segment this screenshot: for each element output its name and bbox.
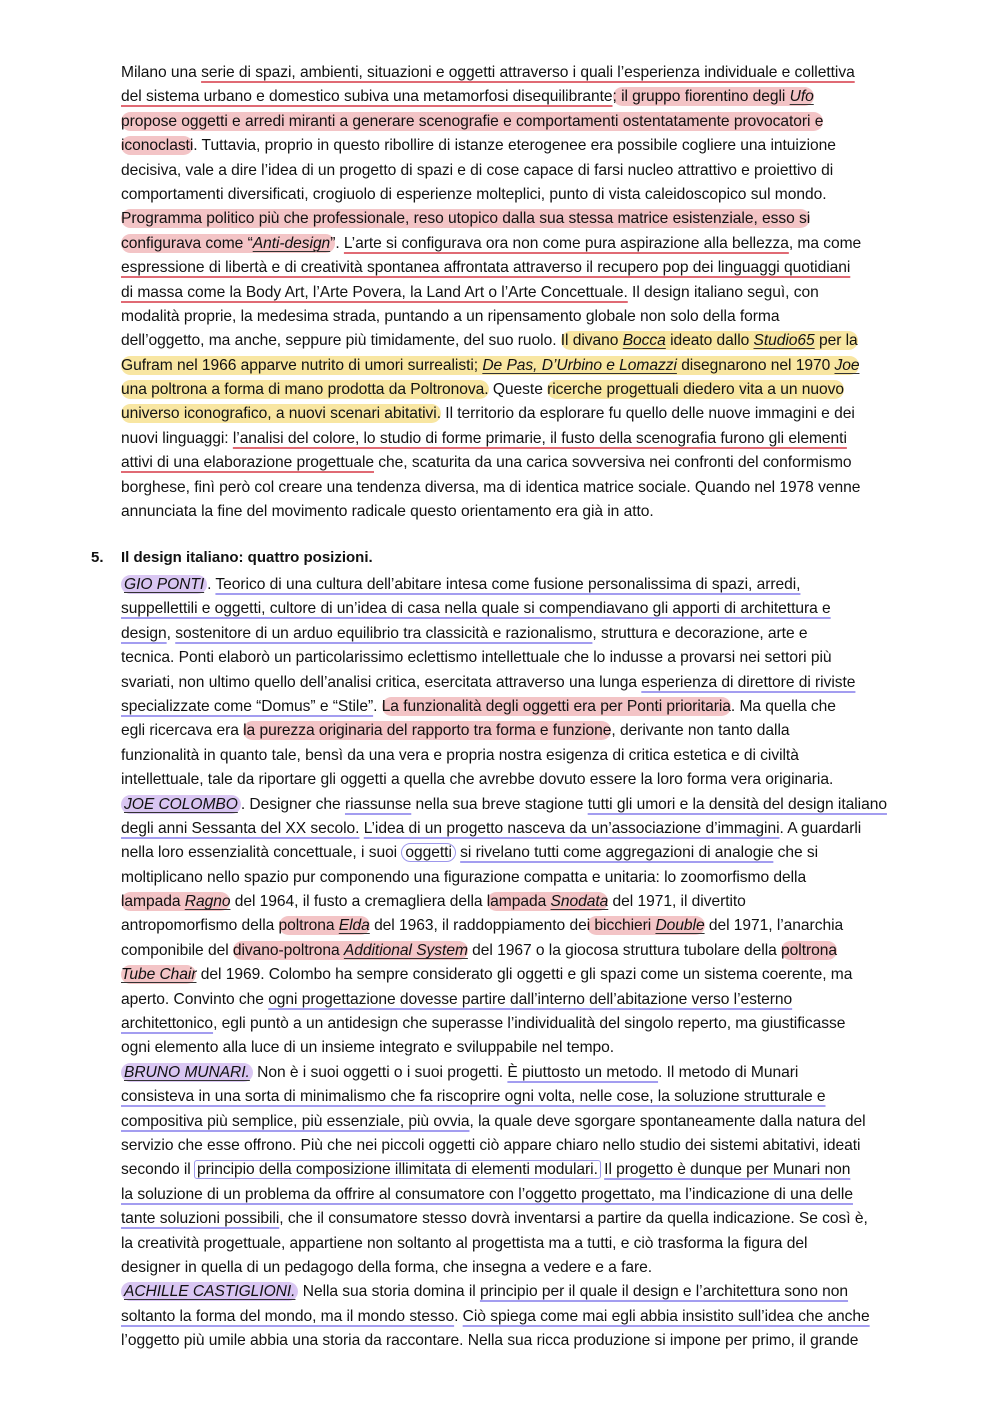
intro-paragraph — [121, 61, 936, 524]
underlined-text: L’idea di un progetto nasceva da un’associazione d’immagini — [363, 819, 780, 837]
text-line: designer in quella di un pedagogo della forma, che insegna a vedere e a fare. — [121, 1258, 653, 1276]
highlighted-text: i bicchieri Double — [586, 917, 705, 935]
underlined-text: degli anni Sessanta del XX secolo. — [121, 819, 360, 837]
text-line: svariati, non ultimo quello dell’analisi critica, esercitata attraverso una lunga esperienza di direttore di riviste — [121, 673, 856, 691]
underlined-text: esperienza di direttore di riviste — [641, 673, 856, 691]
text-line: soltanto la forma del mondo, ma il mondo stesso. Ciò spiega come mai egli abbia insistito sull’idea che anche — [121, 1307, 870, 1325]
text-line: tante soluzioni possibili, che il consumatore stesso dovrà inventarsi a partire da quella indicazione. Se così è, — [121, 1210, 868, 1228]
text-line: nella loro essenzialità concettuale, i suoi oggetti si rivelano tutti come aggregazioni di analogie che si — [121, 844, 819, 862]
text-line: moltiplicano nello spazio pur componendo una figurazione compatta e unitaria: lo zoomorfismo della — [121, 868, 807, 886]
emphasized-term: Ufo — [789, 88, 814, 106]
text-line: decisiva, vale a dire l’idea di un progetto di spazi e di cose capace di farsi nucleo attrattivo e proiettivo di — [121, 161, 834, 179]
underlined-text: architettonico — [121, 1015, 214, 1033]
highlighted-text: universo iconografico, a nuovi scenari abitativi. — [121, 405, 441, 423]
emphasized-term: Elda — [338, 917, 370, 935]
underlined-text: ogni progettazione dovesse partire dall’interno dell’abitazione verso l’esterno — [268, 990, 793, 1008]
underlined-text: Il progetto è dunque per Munari non — [604, 1161, 851, 1179]
text-line: aperto. Convinto che ogni progettazione dovesse partire dall’interno dell’abitazione verso l’esterno — [121, 990, 793, 1008]
underlined-text: Teorico di una cultura dell’abitare intesa come fusione personalissima di spazi, arredi, — [215, 576, 801, 593]
boxed-text: principio della composizione illimitata di elementi modulari. — [197, 1161, 598, 1179]
text-line: egli ricercava era la purezza originaria del rapporto tra forma e funzione, derivante non tanto dalla — [121, 722, 790, 740]
text-line: antropomorfismo della poltrona Elda del 1963, il raddoppiamento dei bicchieri Double del 1971, l’anarchia — [121, 917, 844, 935]
emphasized-term: Anti-design — [252, 234, 331, 252]
text-line: borghese, finì però col creare una tendenza diversa, ma di identica matrice sociale. Quando nel 1978 venne — [121, 478, 861, 496]
emphasized-term: Snodata — [550, 893, 609, 911]
text-line: compositiva più semplice, più essenziale, più ovvia, la quale deve sgorgare spontaneamente dalla natura del — [121, 1112, 866, 1130]
text-line — [121, 85, 936, 109]
text-line: modalità proprie, la medesima strada, puntando a un ripensamento globale non solo della forma — [121, 307, 780, 325]
text-line — [121, 354, 936, 378]
text-line — [121, 597, 936, 621]
designer-name: GIO PONTI — [121, 575, 207, 594]
underlined-text: design — [121, 624, 167, 642]
text-line: comportamenti diversificati, crogiuolo di esperienze molteplici, punto di vista caleidoscopico sul mondo. — [121, 185, 827, 203]
underlined-text: la soluzione di un problema da offrire al consumatore con l’oggetto progettato, ma l’indicazione di una delle — [121, 1185, 853, 1203]
section-heading — [91, 549, 373, 566]
text-line: annunciata la fine del movimento radicale questo orientamento era già in atto. — [121, 503, 654, 521]
text-line: lampada Ragno del 1964, il fusto a cremagliera della lampada Snodata del 1971, il divertito — [121, 893, 746, 911]
text-line: di massa come la Body Art, l’Arte Povera, la Land Art o l’Arte Concettuale. Il design italiano seguì, con — [121, 283, 819, 301]
section-number: 5. — [91, 549, 104, 566]
section-title: Il design italiano: quattro posizioni. — [121, 549, 373, 566]
underlined-text: Ciò spiega come mai egli abbia insistito sull’idea che anche — [462, 1307, 870, 1325]
highlighted-text: lampada Snodata — [486, 893, 609, 911]
underlined-text: espressione di libertà e di creatività spontanea affrontata attraverso il recupero pop dei linguaggi quotidiani — [121, 259, 851, 277]
underlined-text: del sistema urbano e domestico subiva una metamorfosi disequilibrante — [121, 88, 613, 106]
emphasized-term: Additional System — [343, 941, 468, 959]
highlighted-text: propose oggetti e arredi miranti a generare scenografie e comportamenti ostentatamente provocatori e — [121, 112, 824, 130]
underlined-text: consisteva in una sorta di minimalismo che fa riscoprire ogni volta, nelle cose, la soluzione strutturale e — [121, 1088, 826, 1106]
text-line: ACHILLE CASTIGLIONI. Nella sua storia domina il principio per il quale il design e l’architettura sono non — [121, 1280, 936, 1304]
circled-word: oggetti — [401, 843, 455, 862]
text-line: servizio che esse offrono. Più che nei piccoli oggetti ciò appare chiaro nello studio dei sistemi abitativi, ideati — [121, 1136, 861, 1154]
underlined-text: soltanto la forma del mondo, ma il mondo stesso — [121, 1307, 455, 1325]
emphasized-term: Joe — [834, 356, 860, 374]
text-line — [121, 1085, 936, 1109]
underlined-text: attivi di una elaborazione progettuale — [121, 454, 374, 472]
highlighted-text: configurava come “Anti-design” — [121, 234, 336, 252]
text-line: Milano una serie di spazi, ambienti, situazioni e oggetti attraverso i quali l’esperienza individuale e collettiva — [121, 64, 855, 81]
highlighted-text: Programma politico più che professionale, reso utopico dalla sua stessa matrice esistenziale, esso si — [121, 210, 811, 228]
text-line: ogni elemento alla luce di un insieme integrato e sviluppabile nel tempo. — [121, 1039, 615, 1057]
text-line: degli anni Sessanta del XX secolo. L’idea di un progetto nasceva da un’associazione d’immagini. A guardarli — [121, 819, 862, 837]
underlined-text: tutti gli umori e la densità del design italiano — [587, 795, 887, 813]
text-line: nuovi linguaggi: l’analisi del colore, lo studio di forme primarie, il fusto della scenografia furono gli elementi — [121, 429, 847, 447]
text-line: componibile del divano-poltrona Additional System del 1967 o la giocosa struttura tubolare della poltrona — [121, 941, 837, 959]
highlighted-text: poltrona — [781, 941, 837, 959]
text-line: design, sostenitore di un arduo equilibrio tra classicità e razionalismo, struttura e decorazione, arte e — [121, 624, 808, 642]
designer-name: JOE COLOMBO — [121, 795, 241, 814]
text-line: universo iconografico, a nuovi scenari abitativi. Il territorio da esplorare fu quello delle nuove immagini e dei — [121, 405, 855, 423]
text-line: specializzate come “Domus” e “Stile”. La funzionalità degli oggetti era per Ponti prioritaria. Ma quella che — [121, 697, 836, 715]
highlighted-text: Il divano Bocca ideato dallo Studio65 per la — [560, 332, 858, 350]
text-line: architettonico, egli puntò a un antidesign che superasse l’individualità del singolo reperto, ma giustificasse — [121, 1015, 846, 1033]
underlined-text: di massa come la Body Art, l’Arte Povera, la Land Art o l’Arte Concettuale. — [121, 283, 628, 301]
text-line: GIO PONTI . Teorico di una cultura dell’abitare intesa come fusione personalissima di spazi, arredi, — [121, 573, 936, 597]
text-line — [121, 1183, 936, 1207]
underlined-text: L’arte si configurava ora non come pura aspirazione alla bellezza — [343, 234, 789, 252]
text-line — [121, 207, 936, 231]
highlighted-text: La funzionalità degli oggetti era per Ponti prioritaria — [381, 697, 731, 715]
highlighted-text: poltrona Elda — [278, 917, 370, 935]
underlined-text: si rivelano tutti come aggregazioni di analogie — [460, 844, 774, 862]
underlined-text: È piuttosto un metodo — [507, 1063, 659, 1081]
designer-name: BRUNO MUNARI. — [121, 1063, 253, 1082]
emphasized-term: Tube Chair — [121, 966, 197, 984]
emphasized-term: Double — [655, 917, 705, 935]
highlighted-text: iconoclasti — [121, 137, 194, 155]
text-line: funzionalità in quanto tale, bensì da una vera e propria nostra esigenza di critica estetica e di civiltà — [121, 746, 799, 764]
underlined-text: specializzate come “Domus” e “Stile” — [121, 697, 374, 715]
text-line — [121, 110, 936, 134]
underlined-text: sostenitore di un arduo equilibrio tra classicità e razionalismo — [175, 624, 593, 642]
text-line: attivi di una elaborazione progettuale che, scaturita da una carica sovversiva nei confronti del conformismo — [121, 454, 852, 472]
underlined-text: riassunse — [344, 795, 412, 813]
emphasized-term: Ragno — [184, 893, 231, 911]
underlined-text: tante soluzioni possibili — [121, 1210, 280, 1228]
highlighted-text: divano-poltrona Additional System — [232, 941, 468, 959]
text-line: secondo il principio della composizione illimitata di elementi modulari. Il progetto è dunque per Munari non — [121, 1161, 851, 1179]
underlined-text: principio per il quale il design e l’architettura sono non — [479, 1283, 849, 1301]
text-line: dell’oggetto, ma anche, seppure più timidamente, del suo ruolo. Il divano Bocca ideato dallo Studio65 per la — [121, 332, 858, 350]
text-line — [121, 256, 936, 280]
text-line: l’oggetto più umile abbia una storia da raccontare. Nella sua ricca produzione si impone per primo, il grande — [121, 1332, 859, 1350]
designer-name: ACHILLE CASTIGLIONI. — [121, 1282, 298, 1301]
highlighted-text: ; il gruppo fiorentino degli Ufo — [612, 88, 814, 106]
underlined-text: suppellettili e oggetti, cultore di un’idea di casa nella quale si compendiavano gli apporti di architettura e — [121, 600, 831, 618]
emphasized-term: De Pas, D’Urbino e Lomazzi — [482, 356, 677, 374]
underlined-text: compositiva più semplice, più essenziale, più ovvia — [121, 1112, 470, 1130]
section-body — [121, 573, 936, 1354]
text-line: Tube Chair del 1969. Colombo ha sempre considerato gli oggetti e gli spazi come un sistema coerente, ma — [121, 966, 853, 984]
text-line: JOE COLOMBO . Designer che riassunse nella sua breve stagione tutti gli umori e la densità del design italiano — [121, 793, 936, 817]
emphasized-term: Bocca — [622, 332, 666, 350]
text-line: una poltrona a forma di mano prodotta da Poltronova. Queste ricerche progettuali diedero vita a un nuovo — [121, 381, 844, 399]
text-line: configurava come “Anti-design”. L’arte si configurava ora non come pura aspirazione alla bellezza, ma come — [121, 234, 862, 252]
text-line: iconoclasti. Tuttavia, proprio in questo ribollire di istanze eterogenee era possibile cogliere una intuizione — [121, 137, 836, 155]
highlighted-text: Gufram nel 1966 apparve nutrito di umori surrealisti; De Pas, D’Urbino e Lomazzi disegnarono nel 1970 Joe — [121, 356, 860, 374]
text-line: tecnica. Ponti elaborò un particolarissimo eclettismo intellettuale che lo indusse a provarsi nei settori più — [121, 649, 832, 667]
highlighted-text: la purezza originaria del rapporto tra forma e funzione — [243, 722, 612, 740]
text-line: intellettuale, tale da riportare gli oggetti a quella che avrebbe dovuto essere la loro forma vera originaria. — [121, 771, 834, 789]
highlighted-text: ricerche progettuali diedero vita a un nuovo — [547, 381, 844, 399]
text-line: BRUNO MUNARI. Non è i suoi oggetti o i suoi progetti. È piuttosto un metodo. Il metodo di Munari — [121, 1061, 936, 1085]
text-line: la creatività progettuale, appartiene non soltanto al progettista ma a tutti, e ciò trasforma la figura del — [121, 1234, 808, 1252]
underlined-text: serie di spazi, ambienti, situazioni e oggetti attraverso i quali l’esperienza individuale e collettiva — [201, 64, 855, 81]
highlighted-text: una poltrona a forma di mano prodotta da Poltronova. — [121, 381, 489, 399]
highlighted-text: lampada Ragno — [121, 893, 231, 911]
emphasized-term: Studio65 — [753, 332, 815, 350]
underlined-text: l’analisi del colore, lo studio di forme primarie, il fusto della scenografia furono gli elementi — [232, 429, 847, 447]
